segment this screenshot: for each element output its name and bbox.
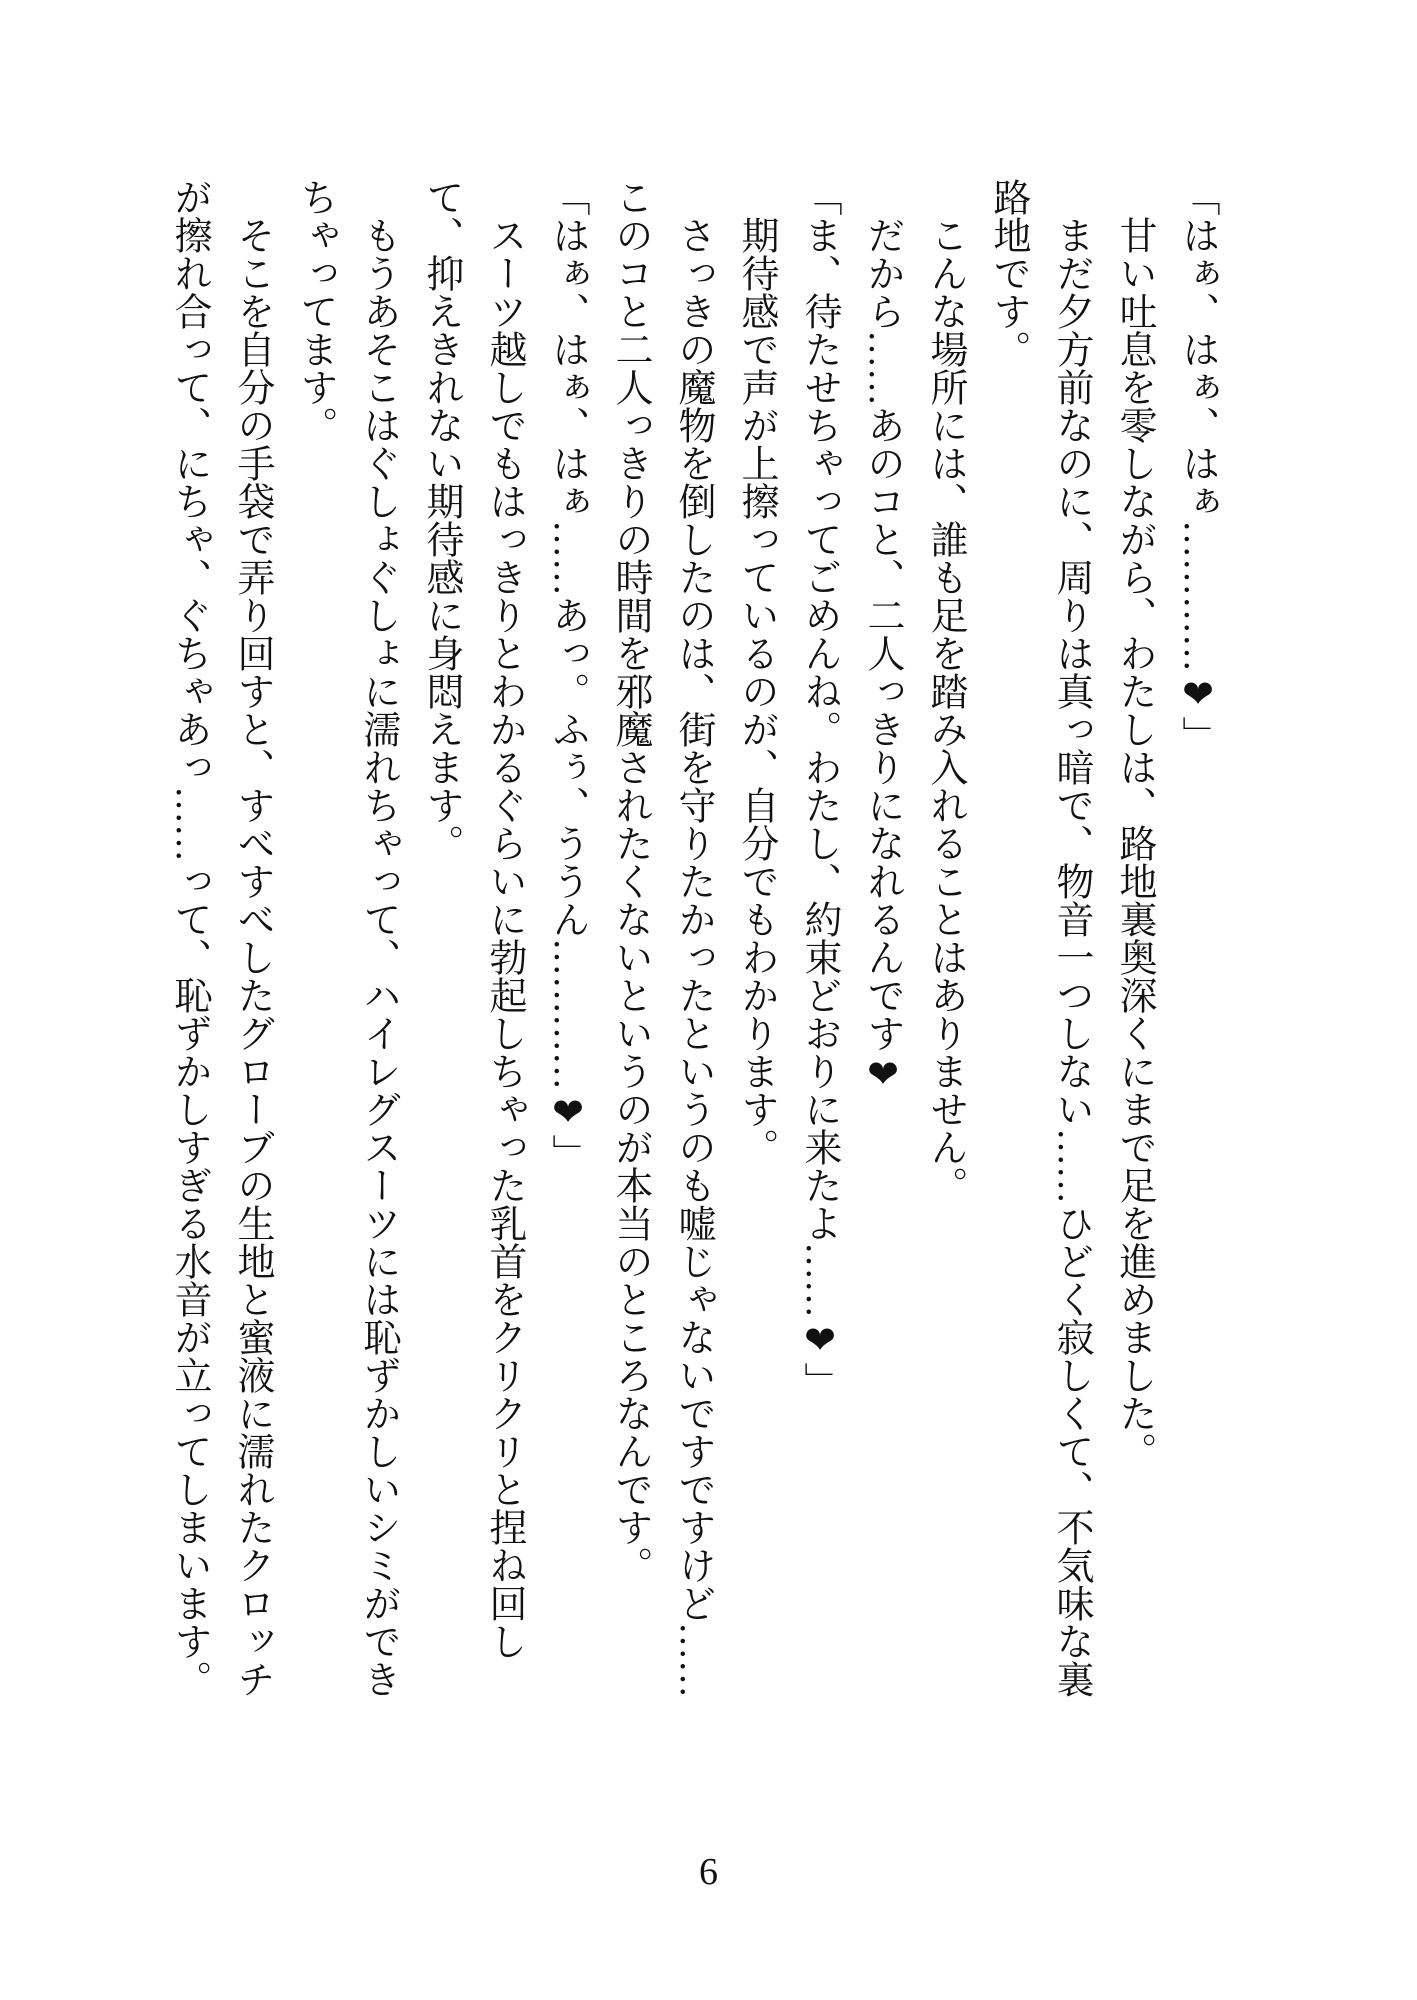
paragraph: 「ま、待たせちゃってごめんね。わたし、約束どおりに来たよ……❤」 xyxy=(798,178,840,1400)
paragraph: もうあそこはぐしょぐしょに濡れちゃって、ハイレグスーツには恥ずかしいシミができちゃってます。 xyxy=(294,178,399,1698)
paragraph: まだ夕方前なのに、周りは真っ暗で、物音一つしない……ひどく寂しくて、不気味な裏路地です。 xyxy=(987,178,1092,1698)
paragraph: だから……あのコと、二人っきりになれるんです❤ xyxy=(861,216,903,1096)
page-number: 6 xyxy=(699,1851,718,1893)
paragraph: 「はぁ、はぁ、はぁ……あっ。ふぅ、ううん…………❤」 xyxy=(546,178,588,1172)
paragraph: 期待感で声が上擦っているのが、自分でもわかります。 xyxy=(735,216,777,1166)
paragraph: さっきの魔物を倒したのは、街を守りたかったというのも嘘じゃないですですけど……このコと二人っきりの時間を邪魔されたくないというのが本当のところなんです。 xyxy=(609,178,714,1698)
paragraph: そこを自分の手袋で弄り回すと、すべすべしたグローブの生地と蜜液に濡れたクロッチが擦れ合って、にちゃ、ぐちゃあっ……って、恥ずかしすぎる水音が立ってしまいます。 xyxy=(168,178,273,1698)
paragraph: こんな場所には、誰も足を踏み入れることはありません。 xyxy=(924,216,966,1204)
vertical-text-block xyxy=(157,178,1228,1706)
paragraph: 「はぁ、はぁ、はぁ…………❤」 xyxy=(1176,178,1218,754)
paragraph: スーツ越しでもはっきりとわかるぐらいに勃起しちゃった乳首をクリクリと捏ね回して、抑えきれない期待感に身悶えます。 xyxy=(420,178,525,1660)
paragraph: 甘い吐息を零しながら、わたしは、路地裏奥深くにまで足を進めました。 xyxy=(1113,216,1155,1470)
